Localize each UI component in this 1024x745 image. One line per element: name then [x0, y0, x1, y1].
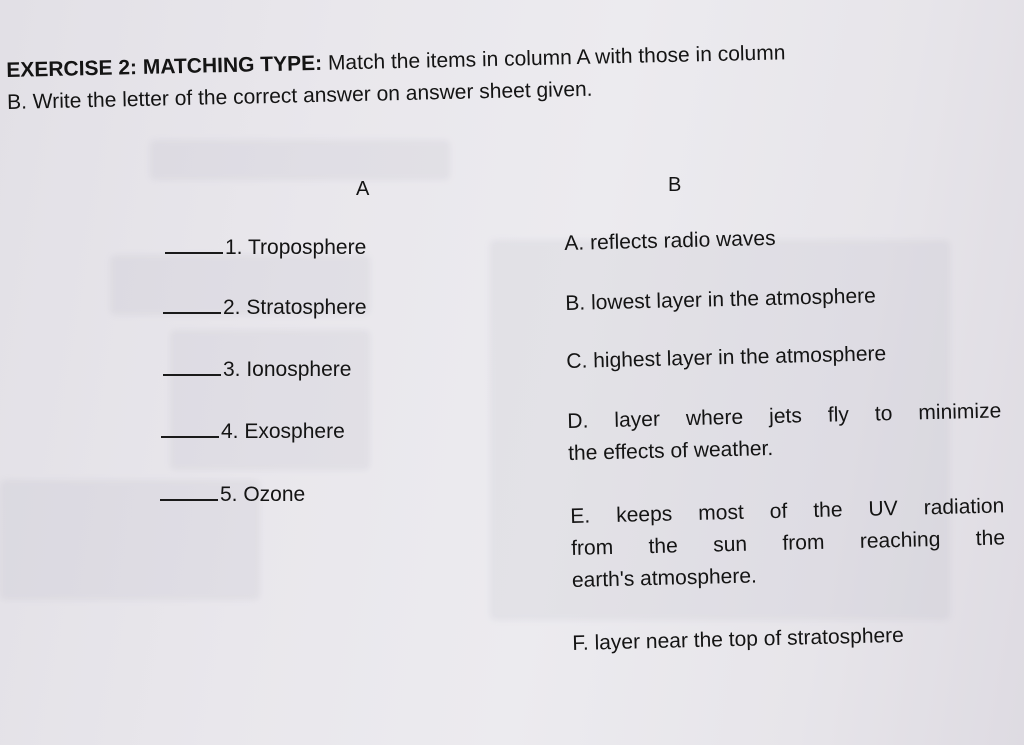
word: minimize — [918, 399, 1002, 425]
instructions — [6, 33, 997, 119]
answer-blank[interactable] — [165, 252, 223, 254]
bleed-through-text — [150, 140, 450, 180]
item-label: 5. Ozone — [220, 483, 306, 506]
word: reaching — [859, 527, 941, 553]
word: from — [782, 530, 825, 555]
item-label: 4. Exosphere — [221, 420, 345, 443]
choice-d-line-2: the effects of weather. — [567, 436, 774, 465]
item-label: 1. Troposphere — [225, 236, 367, 259]
word: UV — [868, 496, 898, 521]
word: D. — [567, 409, 589, 433]
choice-b: B. lowest layer in the atmosphere — [565, 284, 877, 315]
choice-d — [567, 395, 1002, 470]
item-label: 2. Stratosphere — [223, 296, 367, 319]
choice-f: F. layer near the top of stratosphere — [572, 623, 905, 655]
column-a-header: A — [356, 178, 370, 200]
word: the — [975, 526, 1006, 551]
choice-e — [570, 490, 1006, 597]
word: layer — [614, 407, 661, 432]
answer-blank[interactable] — [160, 499, 218, 501]
word: the — [813, 498, 843, 523]
choice-a: A. reflects radio waves — [564, 226, 776, 255]
column-a-item — [161, 420, 345, 444]
choice-c: C. highest layer in the atmosphere — [566, 342, 887, 373]
instructions-line-2: B. Write the letter of the correct answer on answer sheet given. — [6, 77, 593, 114]
column-a-item — [163, 358, 351, 382]
instructions-line-1: Match the items in column A with those in column — [327, 41, 786, 75]
word: to — [874, 402, 893, 426]
word: sun — [712, 532, 748, 557]
column-a-item — [160, 483, 305, 507]
column-a-item — [165, 236, 366, 260]
word: where — [685, 405, 744, 431]
word: of — [769, 499, 788, 524]
column-a-item — [163, 296, 367, 320]
answer-blank[interactable] — [161, 436, 219, 438]
exercise-label: EXERCISE 2: MATCHING TYPE: — [6, 51, 323, 82]
word: fly — [827, 403, 850, 427]
choice-e-line-3: earth's atmosphere. — [571, 564, 758, 592]
word: jets — [768, 404, 803, 429]
word: the — [648, 534, 679, 559]
column-b-header: B — [668, 174, 682, 196]
item-label: 3. Ionosphere — [223, 358, 352, 381]
word: from — [570, 535, 614, 560]
word: keeps — [615, 502, 673, 527]
word: most — [697, 500, 745, 525]
answer-blank[interactable] — [163, 374, 221, 376]
bleed-through-text — [170, 330, 370, 470]
answer-blank[interactable] — [163, 312, 221, 314]
word: radiation — [923, 494, 1005, 520]
word: E. — [570, 504, 591, 528]
